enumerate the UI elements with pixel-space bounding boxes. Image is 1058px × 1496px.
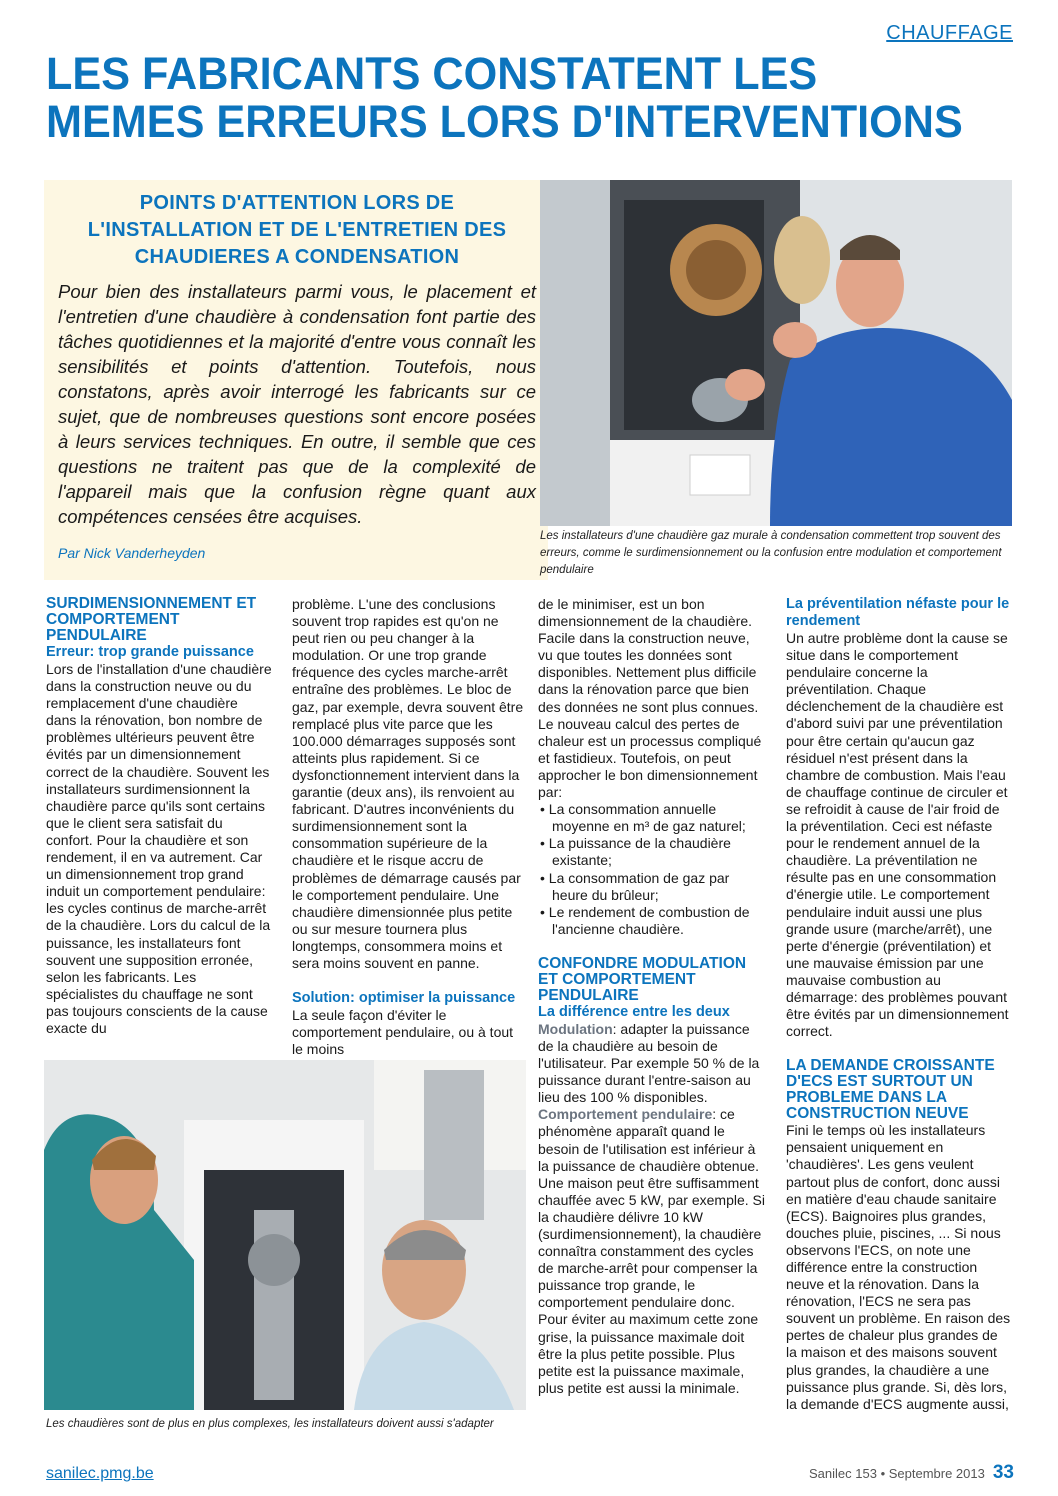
list-item: • La consommation de gaz par heure du brûleur; bbox=[540, 869, 730, 903]
paragraph: de le minimiser, est un bon dimensionnement de la chaudière. Facile dans la construction neuve, vu que toutes les données sont disponibles. Nettement plus difficile dans la rénovation parce que bien des données ne sont plus connues. Le nouveau calcul des pertes de chaleur est un processus compliqué et fastidieux. Toutefois, on peut approcher le bon dimensionnement par: bbox=[538, 596, 762, 801]
byline: Par Nick Vanderheyden bbox=[58, 545, 206, 561]
footer-site-link[interactable]: sanilec.pmg.be bbox=[46, 1465, 154, 1482]
paragraph: Lors de l'installation d'une chaudière dans la construction neuve ou du remplacement d'une chaudière dans la rénovation, bon nombre de problèmes ultérieurs peuvent être évités par un dimensionnement correct de la chaudière. Souvent les installateurs surdimensionnent la chaudière parce qu'ils sont certains que le client sera satisfait du confort. Pour la chaudière et son rendement, il en va autrement. Car un dimensionnement trop grand induit un comportement pendulaire: les cycles continus de marche-arrêt de la chaudière. Lors du calcul de la puissance, les installateurs font souvent une supposition erronée, selon les fabricants. Les spécialistes du chauffage ne sont pas toujours conscients de la cause exacte du bbox=[46, 661, 272, 1036]
caption-photo2: Les chaudières sont de plus en plus complexes, les installateurs doivent aussi s'adapter bbox=[46, 1418, 494, 1430]
subheading-solution: Solution: optimiser la puissance bbox=[292, 990, 516, 1007]
paragraph: Fini le temps où les installateurs pensaient uniquement en 'chaudières'. Les gens veulent partout plus de confort, donc aussi en matière d'eau chaude sanitaire (ECS). Baignoires plus grandes, douches pluie, piscines, ... Si nous observons l'ECS, on note une différence entre la construction neuve et la rénovation. Dans la rénovation, l'ECS ne sera pas souvent un problème. En raison des pertes de chaleur plus grandes de la maison et des maisons souvent plus grandes, la chaudière a une puissance plus grande. Si, dès lors, la demande d'ECS augmente aussi, bbox=[786, 1122, 1011, 1412]
photo-installers-illustration bbox=[44, 1060, 526, 1410]
page-number: 33 bbox=[992, 1462, 1014, 1483]
intro-box bbox=[44, 180, 548, 580]
paragraph: La seule façon d'éviter le comportement pendulaire, ou à tout le moins bbox=[292, 1007, 514, 1058]
column-1 bbox=[46, 596, 272, 1037]
term-pendulaire: Comportement pendulaire bbox=[538, 1106, 713, 1123]
list-item: • La puissance de la chaudière existante; bbox=[540, 835, 731, 869]
footer-issue bbox=[809, 1462, 1014, 1484]
issue-label: Sanilec 153 • Septembre 2013 bbox=[809, 1466, 985, 1481]
heading-modulation: CONFONDRE MODULATION ET COMPORTEMENT PENDULAIRE bbox=[538, 954, 747, 1004]
section-tag: CHAUFFAGE bbox=[886, 22, 1013, 44]
paragraph bbox=[538, 1106, 766, 1397]
caption-photo1: Les installateurs d'une chaudière gaz murale à condensation commettent trop souvent des erreurs, comme le surdimensionnement ou la confusion entre modulation et comportement pendulaire bbox=[540, 530, 1002, 576]
photo-installers bbox=[44, 1060, 526, 1410]
heading-ecs: LA DEMANDE CROISSANTE D'ECS EST SURTOUT UN PROBLEME DANS LA CONSTRUCTION NEUVE bbox=[786, 1057, 995, 1123]
headline: LES FABRICANTS CONSTATENT LES MEMES ERREURS LORS D'INTERVENTIONS bbox=[46, 48, 963, 147]
intro-text: Pour bien des installateurs parmi vous, le placement et l'entretien d'une chaudière à condensation font partie des tâches quotidiennes et la majorité d'entre vous connaît les sensibilités et points d'attention. Toutefois, nous constatons, après avoir interrogé les fabricants sur ce sujet, que de nombreuses questions sont encore posées à leurs services techniques. En outre, il semble que ces questions ne traitent pas que de la complexité de l'appareil mais que la confusion règne quant aux compétences censées être acquises. bbox=[58, 281, 536, 527]
term-modulation: Modulation bbox=[538, 1020, 613, 1037]
subheading-difference: La différence entre les deux bbox=[538, 1003, 730, 1020]
list-item: • La consommation annuelle moyenne en m³ de gaz naturel; bbox=[540, 801, 746, 835]
paragraph bbox=[538, 1021, 766, 1106]
list-item: • Le rendement de combustion de l'ancienne chaudière. bbox=[540, 903, 750, 937]
column-4 bbox=[786, 596, 1012, 1413]
paragraph: problème. L'une des conclusions souvent trop rapides est qu'on ne peut rien ou peu changer à la modulation. Or une trop grande fréquence des cycles marche-arrêt entraîne des problèmes. Le bloc de gaz, par exemple, devra souvent être remplacé plus vite parce que les 100.000 démarrages supposés sont atteints plus rapidement. Si ce dysfonctionnement intervient dans la garantie (deux ans), ils renvoient au fabricant. D'autres inconvénients du surdimensionnement sont la consommation supérieure de la chaudière et le risque accru de problèmes de démarrage causés par le comportement pendulaire. Une chaudière dimensionnée plus petite ou sur mesure tournera plus longtemps, consommera moins et sera moins souvent en panne. bbox=[292, 596, 524, 971]
subheading-preventilation: La préventilation néfaste pour le rendement bbox=[786, 596, 1010, 629]
paragraph: Un autre problème dont la cause se situe dans le comportement pendulaire concerne la préventilation. Chaque déclenchement de la chaudière est d'abord suivi par une préventilation pour être certain qu'aucun gaz résiduel n'est présent dans la chambre de combustion. Mais l'eau de chauffage continue de circuler et se refroidit à cause de l'air froid de la préventilation. Ceci est néfaste pour le rendement annuel de la chaudière. La préventilation ne résulte pas en une consommation d'énergie utile. Le comportement pendulaire induit aussi une plus grande usure (marche/arrêt), une perte d'énergie (préventilation) et une mauvaise émission par une mauvaise combustion au démarrage: des problèmes pouvant être évités par un dimensionnement correct. bbox=[786, 630, 1009, 1040]
heading-oversizing: SURDIMENSIONNEMENT ET COMPORTEMENT PENDULAIRE bbox=[46, 595, 257, 644]
definition-pendulaire: : ce phénomène apparaît quand le besoin de l'utilisation est inférieur à la puissance de chaudière obtenue. Une maison peut être suffisamment chauffée avec 5 kW, par exemple. Si la chaudière délivre 10 kW (surdimensionnement), la chaudière connaîtra constamment des cycles de marche-arrêt pour compenser la puissance trop grande, le comportement pendulaire donc. Pour éviter au maximum cette zone grise, la puissance maximale doit être la plus petite possible. Plus petite est la puissance maximale, plus petite est aussi la minimale. bbox=[538, 1106, 765, 1396]
column-2 bbox=[292, 596, 524, 1058]
column-3 bbox=[538, 596, 766, 1397]
intro-title: POINTS D'ATTENTION LORS DE L'INSTALLATION ET DE L'ENTRETIEN DES CHAUDIERES A CONDENSATION bbox=[87, 192, 507, 268]
photo-boiler-technician-illustration bbox=[540, 180, 1012, 526]
photo-boiler-technician bbox=[540, 180, 1012, 526]
subheading-error: Erreur: trop grande puissance bbox=[46, 644, 254, 660]
definition-modulation: : adapter la puissance de la chaudière au besoin de l'utilisateur. Par exemple 50 % de la puissance durant l'entre-saison au lieu des 100 % disponibles. bbox=[538, 1020, 760, 1106]
